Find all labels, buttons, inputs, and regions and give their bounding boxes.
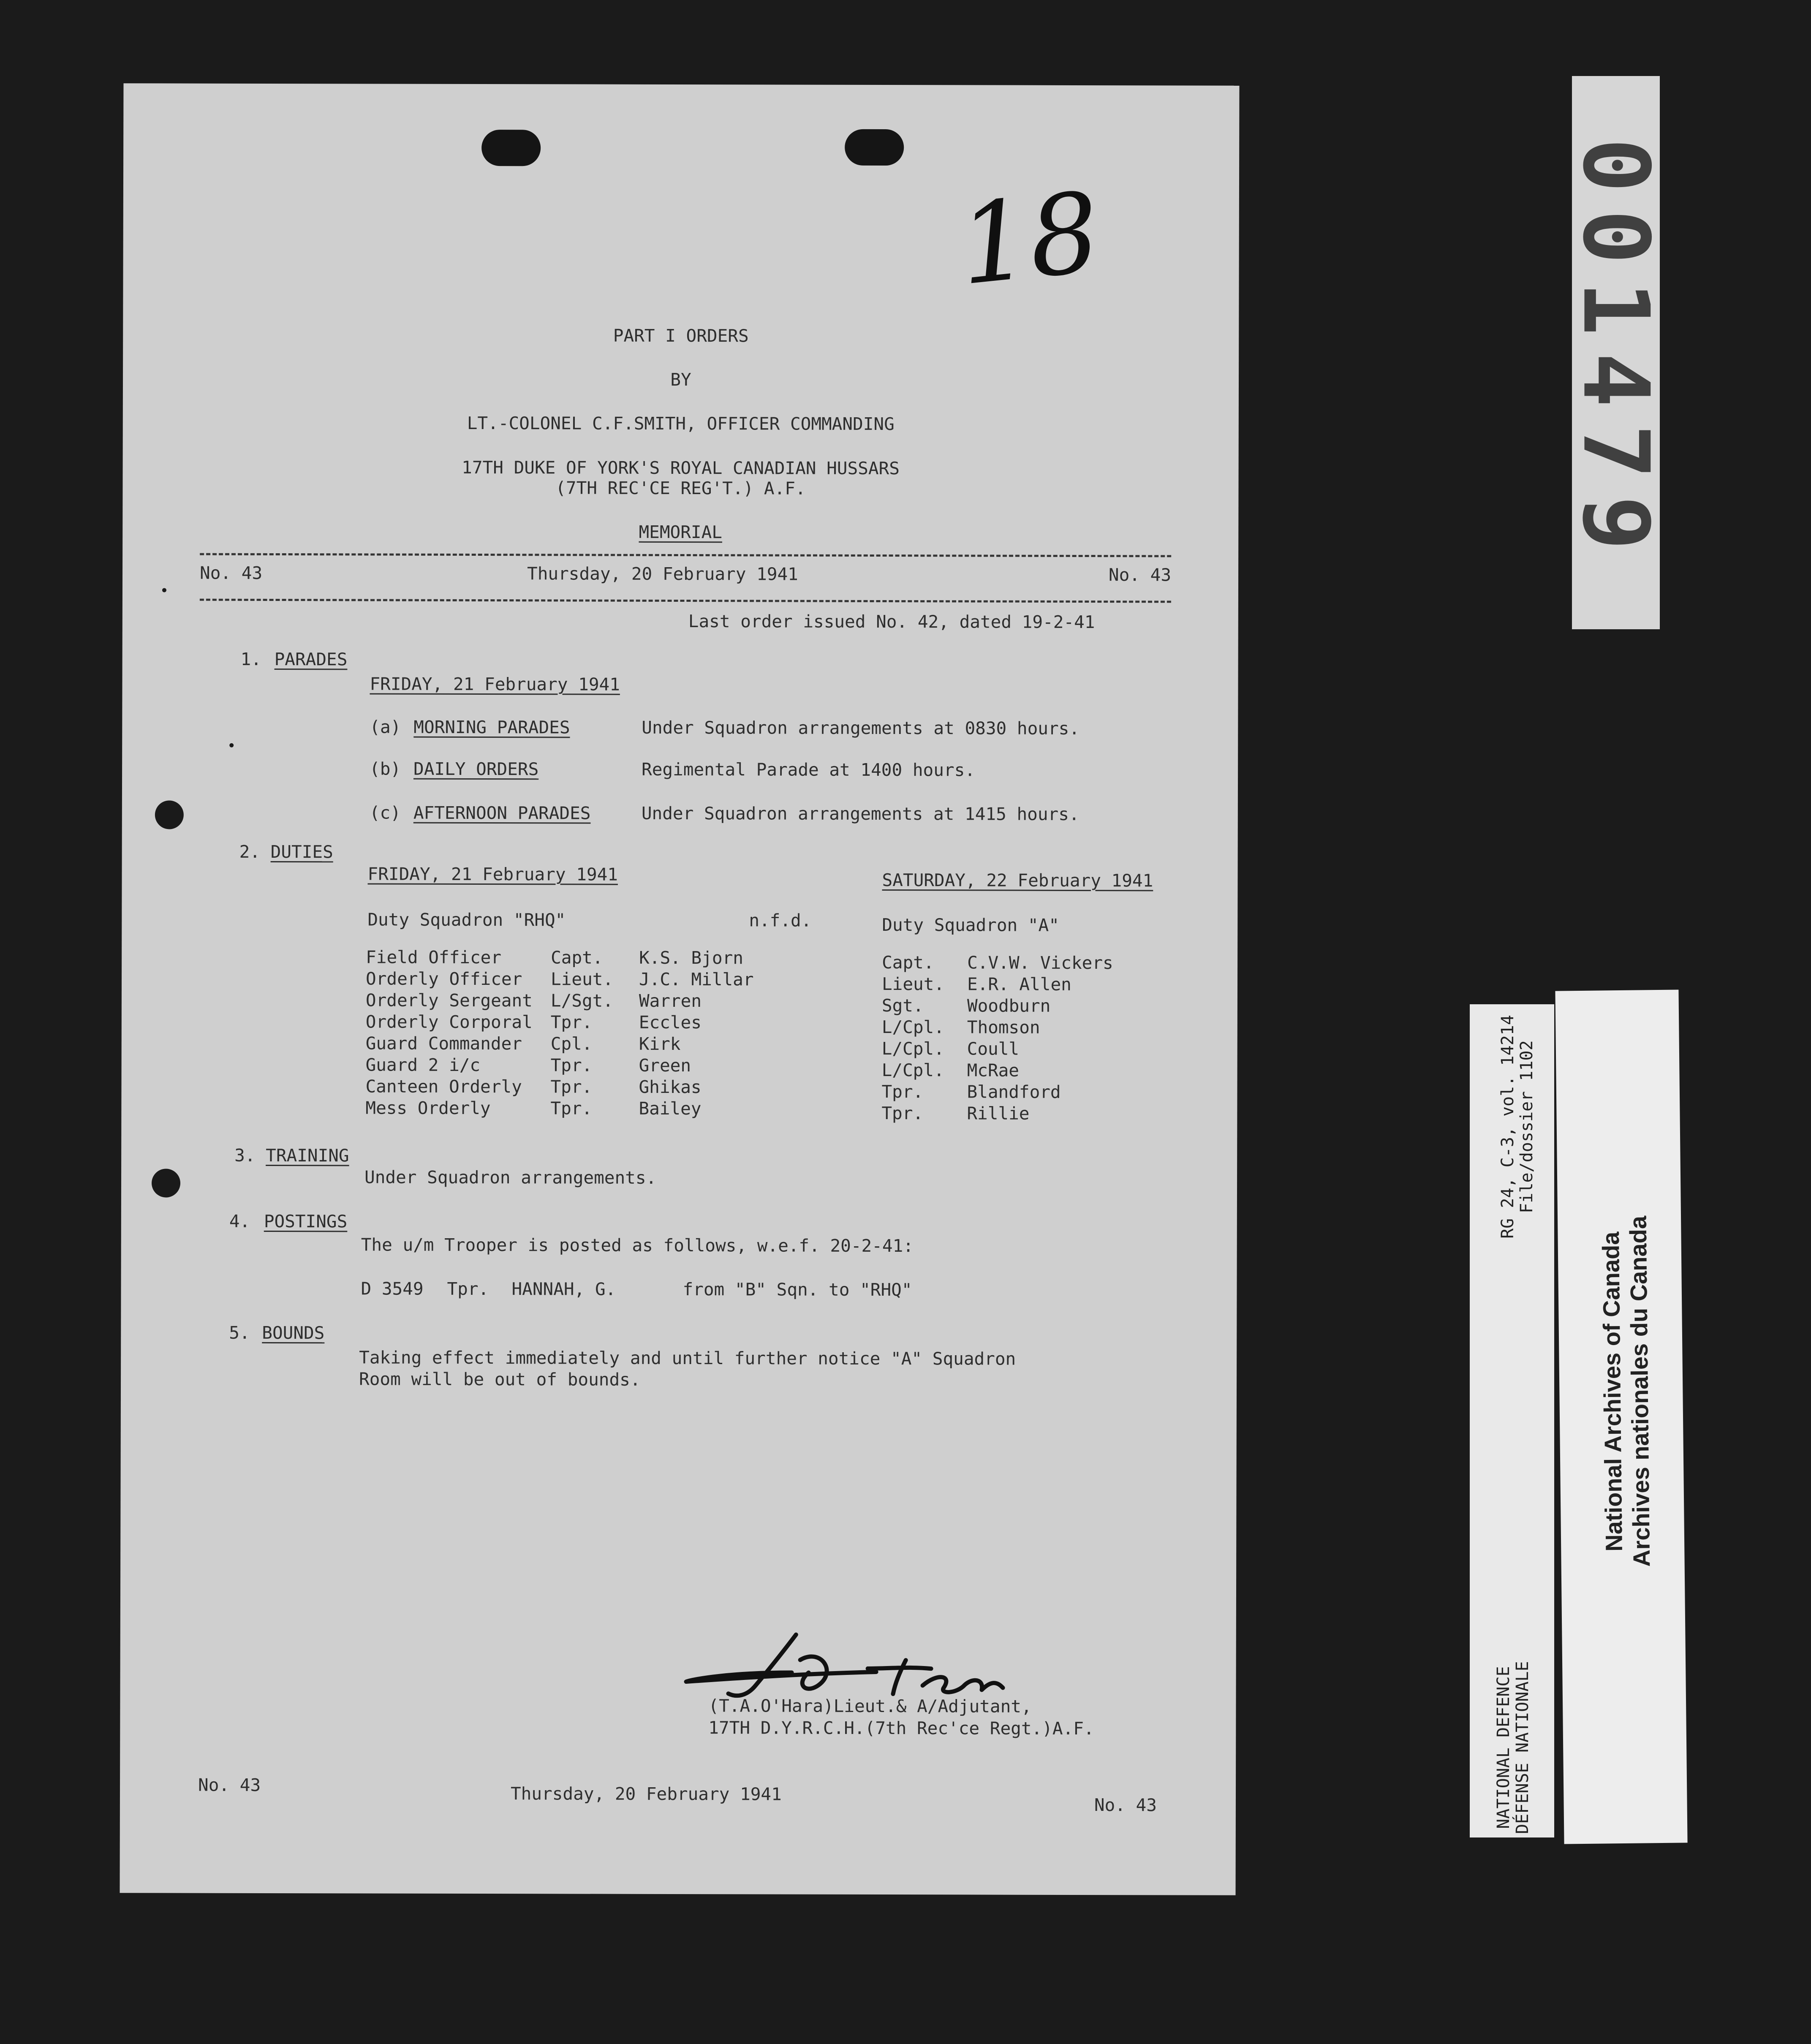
duty-name: Rillie [967,1103,1030,1124]
posting-rank: Tpr. [447,1278,489,1299]
order-title: PART I ORDERS [613,325,749,346]
section-number: 3. [234,1145,256,1166]
duty-name: Warren [639,990,702,1011]
training-text: Under Squadron arrangements. [364,1167,657,1188]
duty-name: McRae [967,1060,1020,1081]
commanding-officer: LT.-COLONEL C.F.SMITH, OFFICER COMMANDING [467,413,895,435]
section-heading-postings: POSTINGS [264,1211,348,1232]
parade-name: MORNING PARADES [413,717,570,738]
nfd-note: n.f.d. [749,910,812,931]
duty-rank: L/Cpl. [881,1038,944,1059]
duty-squadron-right: Duty Squadron "A" [882,915,1060,935]
punch-hole [481,130,541,166]
duty-name: Green [639,1055,691,1076]
duty-name: Bailey [639,1098,702,1119]
duty-name: C.V.W. Vickers [967,952,1113,973]
duty-rank: Lieut. [550,969,614,989]
postings-text: The u/m Trooper is posted as follows, w.e.f. 20-2-41: [361,1234,914,1256]
signature-unit: 17TH D.Y.R.C.H.(7th Rec'ce Regt.)A.F. [708,1718,1094,1739]
footer-date: Thursday, 20 February 1941 [510,1783,782,1805]
dashed-rule [200,553,1171,557]
parade-detail: Under Squadron arrangements at 1415 hours. [641,803,1080,824]
duty-rank: Tpr. [550,1055,593,1076]
duty-squadron-left: Duty Squadron "RHQ" [367,909,566,930]
duties-date-left: FRIDAY, 21 February 1941 [367,864,618,885]
location: MEMORIAL [639,522,723,543]
bounds-text: Room will be out of bounds. [359,1369,641,1390]
archives-name-fr: Archives nationales du Canada [1624,1215,1655,1567]
item-letter: (c) [369,802,401,823]
duty-rank: Capt. [882,952,934,973]
footer-order-number: No. 43 [198,1775,261,1795]
duty-rank: Tpr. [881,1082,924,1102]
roster-row [122,946,1237,973]
archive-label-reference [1470,1004,1554,1837]
speck [229,743,234,747]
section-number: 4. [229,1211,250,1231]
department-line: NATIONAL DEFENCE [1494,1666,1513,1829]
duty-name: Kirk [639,1033,681,1055]
parade-detail: Regimental Parade at 1400 hours. [642,759,976,780]
parade-detail: Under Squadron arrangements at 0830 hours. [642,717,1080,739]
order-by: BY [670,369,691,390]
duty-role: Mess Orderly [365,1098,491,1119]
duty-rank: Cpl. [550,1033,593,1054]
reference-line: File/dossier 1102 [1517,1040,1536,1213]
section-number: 1. [240,649,262,669]
reference-line: RG 24, C-3, vol. 14214 [1498,1015,1517,1239]
section-heading-training: TRAINING [266,1145,349,1166]
binding-hole [152,1169,180,1197]
duty-rank: Lieut. [881,974,945,995]
punch-hole [845,129,904,166]
section-number: 5. [229,1322,250,1343]
duty-name: E.R. Allen [967,974,1071,995]
speck [162,588,166,592]
parades-date: FRIDAY, 21 February 1941 [370,674,620,695]
duty-name: Thomson [967,1017,1040,1038]
document-page [120,83,1240,1895]
dashed-rule [200,599,1171,603]
item-letter: (b) [370,758,401,779]
duty-role: Orderly Corporal [365,1011,533,1033]
duty-rank: Tpr. [550,1012,593,1033]
duty-role: Orderly Officer [366,968,522,989]
footer-order-number: No. 43 [1094,1795,1157,1816]
duty-role: Field Officer [366,947,502,968]
duty-rank: Tpr. [550,1076,593,1097]
parade-name: AFTERNOON PARADES [413,802,591,824]
signature-name: (T.A.O'Hara)Lieut.& A/Adjutant, [708,1696,1032,1717]
binding-hole [155,800,184,829]
duty-rank: Tpr. [881,1103,924,1124]
last-order-note: Last order issued No. 42, dated 19-2-41 [688,611,1095,633]
duty-rank: Sgt. [881,995,924,1016]
duty-role: Canteen Orderly [365,1076,522,1097]
duty-name: Blandford [967,1082,1061,1102]
order-number: No. 43 [1108,565,1172,585]
duty-name: J.C. Millar [639,969,754,990]
handwritten-page-number: 18 [953,169,1106,310]
section-heading-duties: DUTIES [270,841,333,862]
duty-rank: L/Cpl. [881,1060,944,1081]
parade-name: DAILY ORDERS [413,758,539,780]
duty-rank: L/Sgt. [550,990,614,1011]
item-letter: (a) [370,717,401,737]
duties-date-right: SATURDAY, 22 February 1941 [882,870,1153,891]
posting-service-number: D 3549 [361,1278,424,1299]
section-heading-parades: PARADES [274,649,348,670]
order-date: Thursday, 20 February 1941 [527,563,798,584]
section-heading-bounds: BOUNDS [262,1322,325,1343]
duty-name: Woodburn [967,995,1051,1016]
duty-role: Guard 2 i/c [365,1055,481,1076]
archive-number-stamp [1563,76,1669,629]
section-number: 2. [239,841,261,862]
duty-rank: L/Cpl. [881,1017,944,1038]
duty-name: K.S. Bjorn [639,947,744,968]
duty-rank: Capt. [551,947,603,968]
duty-name: Coull [967,1038,1020,1059]
duty-role: Orderly Sergeant [365,990,533,1011]
archive-label-institution [1555,990,1687,1844]
duty-roster [121,946,1237,1125]
unit-name: 17TH DUKE OF YORK'S ROYAL CANADIAN HUSSARS [462,457,900,479]
bounds-text: Taking effect immediately and until further notice "A" Squadron [359,1347,1016,1369]
archive-number: 001479 [1563,138,1669,568]
duty-rank: Tpr. [550,1098,593,1119]
duty-name: Ghikas [639,1076,702,1098]
duty-name: Eccles [639,1012,702,1033]
archives-name-en: National Archives of Canada [1597,1231,1627,1552]
posting-move: from "B" Sqn. to "RHQ" [683,1279,912,1300]
unit-designation: (7TH REC'CE REG'T.) A.F. [555,478,806,499]
department-line: DÉFENSE NATIONALE [1513,1661,1532,1834]
order-number: No. 43 [200,563,263,583]
duty-role: Guard Commander [365,1033,522,1054]
posting-name: HANNAH, G. [511,1279,616,1299]
